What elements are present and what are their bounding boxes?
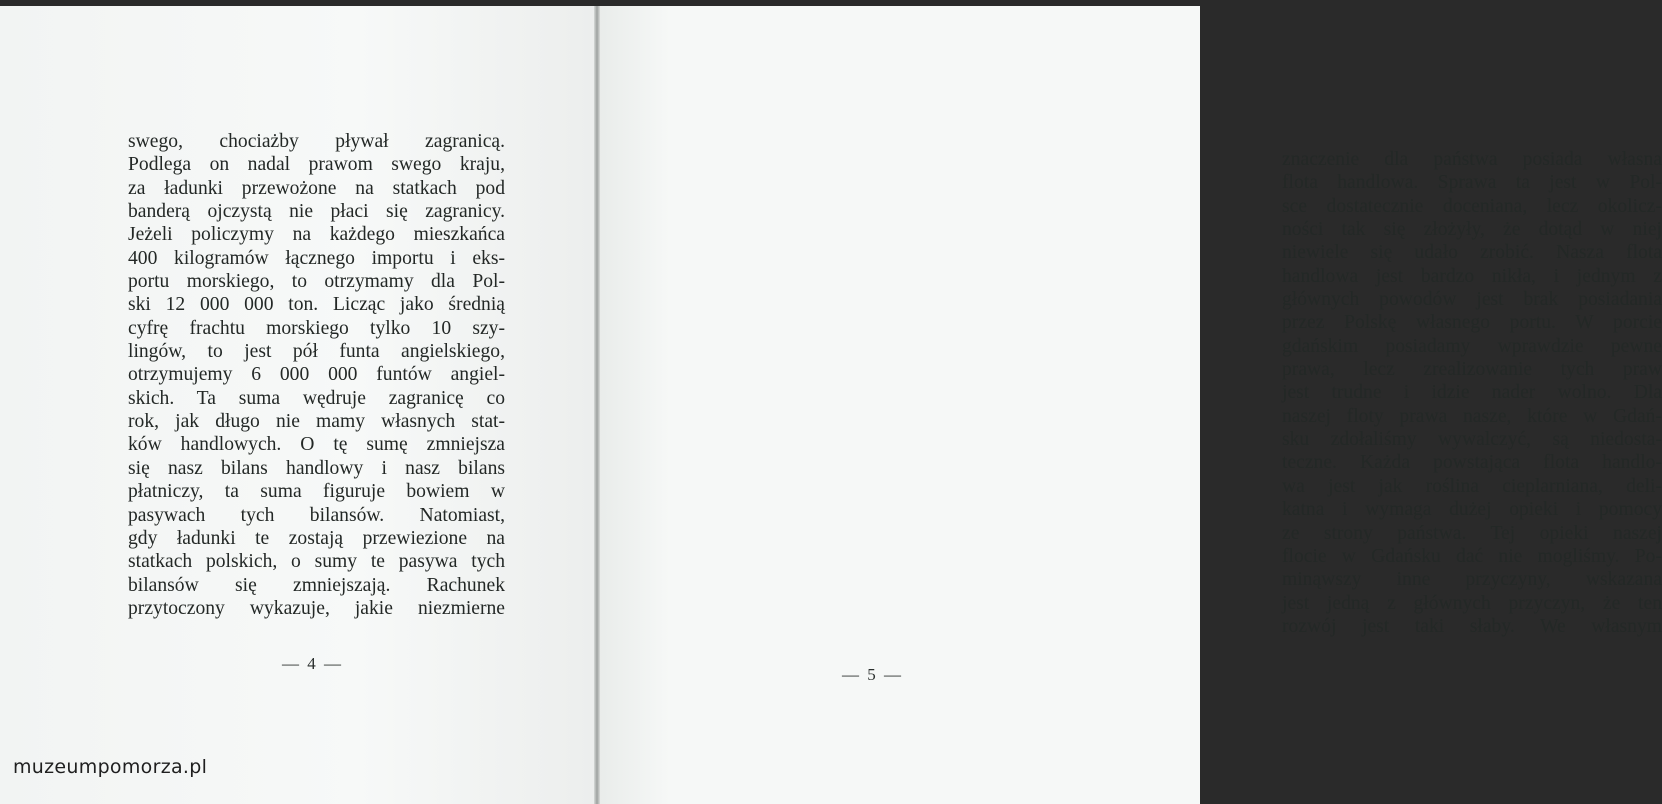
- text-line: przez Polskę własnego portu. W porcie: [1282, 312, 1662, 334]
- text-line: sku zdołaliśmy wywalczyć, są niedosta-: [1282, 429, 1662, 451]
- text-line: jest jedną z głównych przyczyn, że ten: [1282, 592, 1662, 614]
- text-line: gdy ładunki te zostają przewiezione na: [128, 527, 505, 549]
- text-line: swego, chociażby pływał zagranicą.: [128, 131, 505, 152]
- text-line: portu morskiego, to otrzymamy dla Pol-: [128, 271, 505, 293]
- text-line: wa jest jak roślina cieplarniana, deli-: [1282, 475, 1662, 497]
- text-line: ków handlowych. O tę sumę zmniejsza: [128, 434, 505, 456]
- text-line: bilansów się zmniejszają. Rachunek: [128, 574, 505, 596]
- text-line: Jeżeli policzymy na każdego mieszkańca: [128, 224, 505, 246]
- text-line: naszej floty prawa nasze, które w Gdań-: [1282, 405, 1662, 427]
- text-line: prawa, lecz zrealizowanie tych praw: [1282, 359, 1662, 381]
- text-line: flota handlowa. Sprawa ta jest w Pol-: [1282, 172, 1662, 194]
- text-line: banderą ojczystą nie płaci się zagranicy.: [128, 201, 505, 223]
- text-line: głównych powodów jest brak posiadania: [1282, 289, 1662, 311]
- text-line: przytoczony wykazuje, jakie niezmierne: [128, 597, 505, 619]
- right-page-number: — 5 —: [842, 665, 903, 684]
- text-line: handlowa jest bardzo nikła, i jednym z: [1282, 265, 1662, 287]
- text-line: niewiele się udało zrobić. Nasza flota: [1282, 242, 1662, 264]
- text-line: lingów, to jest pół funta angielskiego,: [128, 341, 505, 363]
- text-line: minąwszy inne przyczyny, wskazana: [1282, 569, 1662, 591]
- text-line: 400 kilogramów łącznego importu i eks-: [128, 247, 505, 269]
- text-line: sce dostatecznie doceniana, lecz okolicz-: [1282, 195, 1662, 217]
- left-page-text: [128, 130, 505, 620]
- text-line: ności tak się złożyły, że dotąd w niej: [1282, 219, 1662, 241]
- text-line: płatniczy, ta suma figuruje bowiem w: [128, 481, 505, 503]
- text-line: rok, jak długo nie mamy własnych stat-: [128, 411, 505, 433]
- text-line: cyfrę frachtu morskiego tylko 10 szy-: [128, 317, 505, 339]
- text-line: jest trudne i idzie nader wolno. Dla: [1282, 382, 1662, 404]
- text-line: za ładunki przewożone na statkach pod: [128, 177, 505, 199]
- text-line: flocie w Gdańsku dać nie mogliśmy. Po-: [1282, 545, 1662, 567]
- text-line: się nasz bilans handlowy i nasz bilans: [128, 457, 505, 479]
- left-page: [0, 6, 597, 804]
- text-line: gdańskim posiadamy wprawdzie pewne: [1282, 335, 1662, 357]
- text-line: pasywach tych bilansów. Natomiast,: [128, 504, 505, 526]
- right-page-text: [1282, 148, 1662, 638]
- text-line: ski 12 000 000 ton. Licząc jako średnią: [128, 294, 505, 316]
- book-spread: [0, 6, 1662, 804]
- text-line: katna i wymaga dużej opieki i pomocy: [1282, 499, 1662, 521]
- text-line: znaczenie dla państwa posiada własna: [1282, 149, 1662, 170]
- text-line: otrzymujemy 6 000 000 funtów angiel-: [128, 364, 505, 386]
- text-line: rozwój jest taki słaby. We własnym: [1282, 615, 1662, 637]
- text-line: teczne. Każda powstająca flota handlo-: [1282, 452, 1662, 474]
- text-line: statkach polskich, o sumy te pasywa tych: [128, 551, 505, 573]
- text-line: skich. Ta suma wędruje zagranicę co: [128, 387, 505, 409]
- text-line: ze strony państwa. Tej opieki naszej: [1282, 522, 1662, 544]
- text-line: Podlega on nadal prawom swego kraju,: [128, 154, 505, 176]
- book-gutter: [594, 6, 600, 804]
- watermark: muzeumpomorza.pl: [13, 756, 208, 778]
- right-page: [598, 6, 1662, 804]
- left-page-number: — 4 —: [282, 654, 343, 673]
